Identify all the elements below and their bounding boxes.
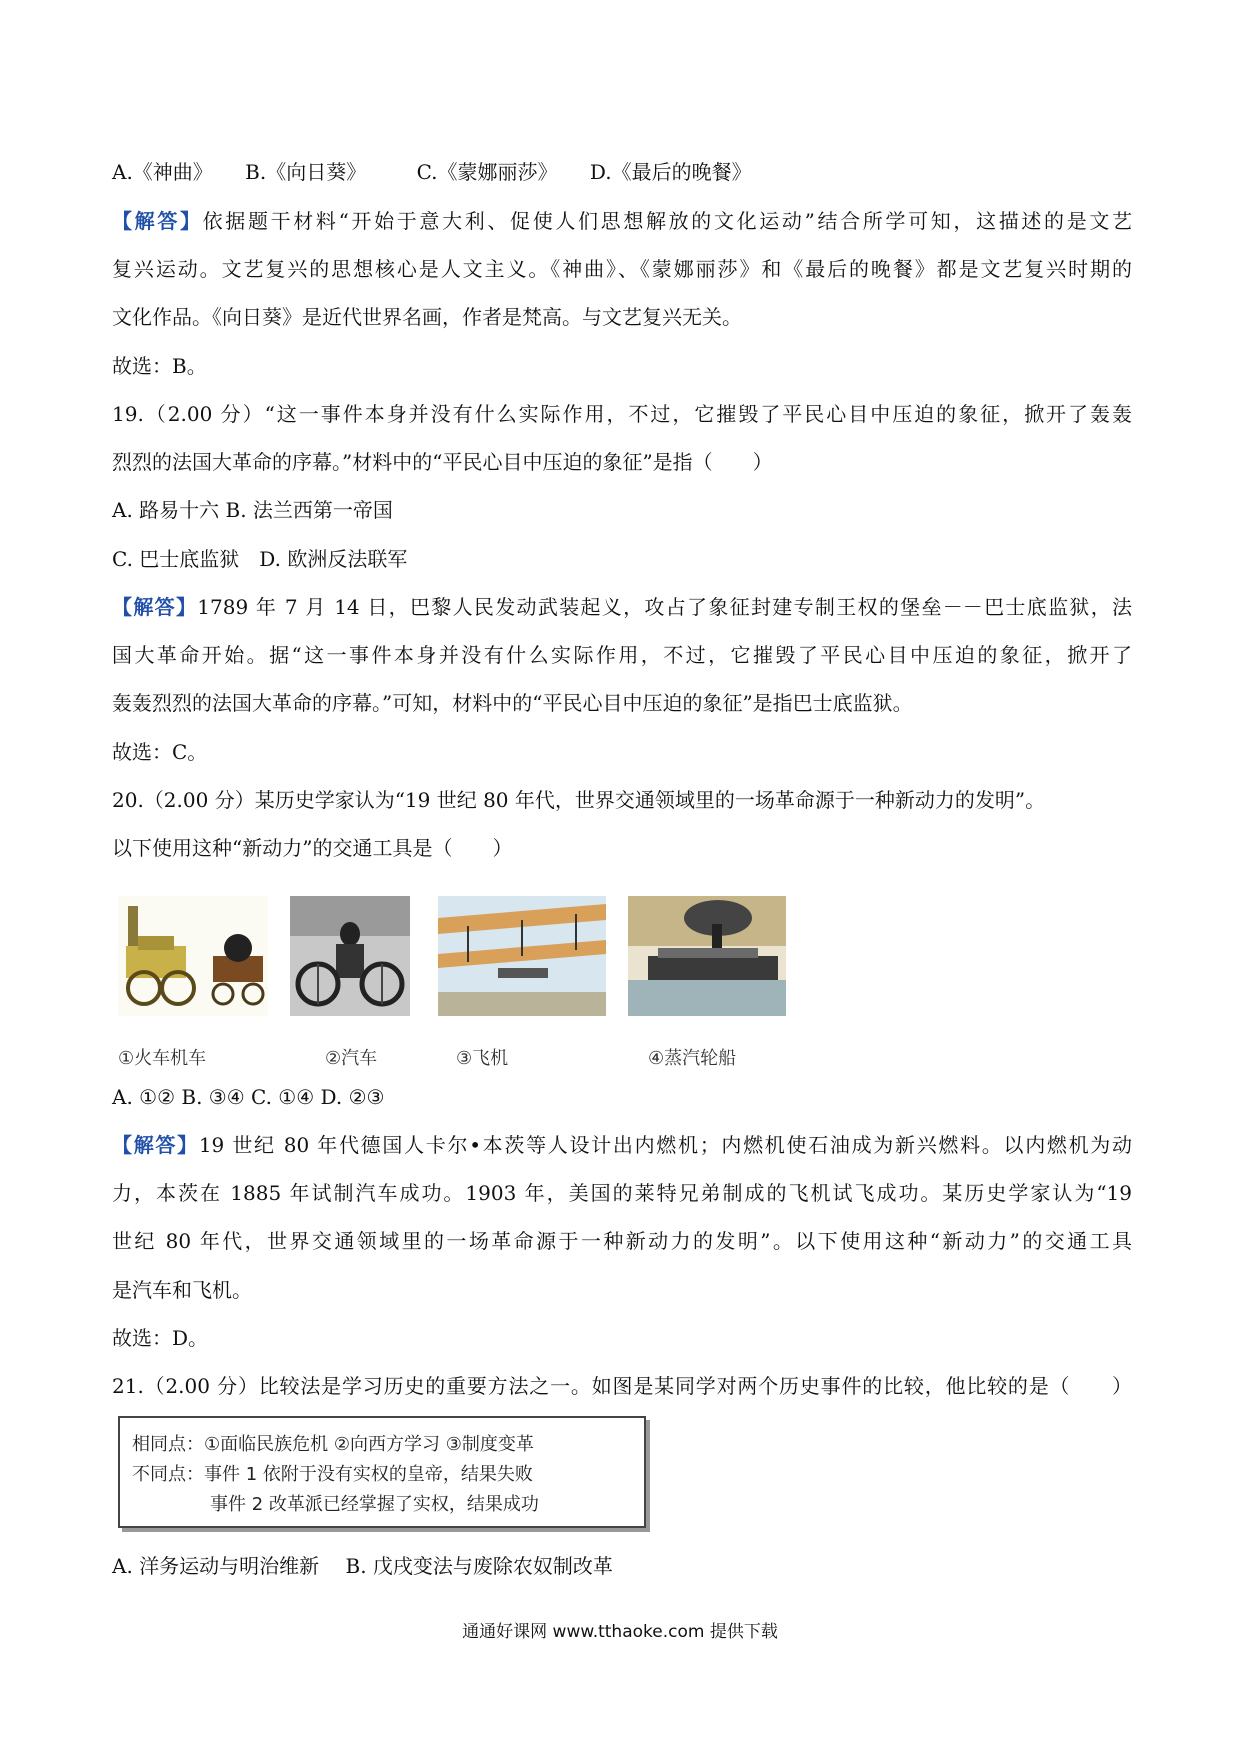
q19-answer-line3: 轰轰烈烈的法国大革命的序幕。”可知，材料中的“平民心目中压迫的象征”是指巴士底监狱。	[112, 691, 913, 715]
q19-options-line2: C. 巴士底监狱 D. 欧洲反法联军	[112, 547, 408, 571]
locomotive-image	[118, 896, 268, 1016]
q18-answer-line1: 【解答】依据题干材料“开始于意大利、促使人们思想解放的文化运动”结合所学可知，这描述的是文艺	[112, 209, 1133, 233]
comparison-diff-2: 事件 2 改革派已经掌握了实权，结果成功	[210, 1494, 539, 1515]
q18-answer-line2: 复兴运动。文艺复兴的思想核心是人文主义。《神曲》、《蒙娜丽莎》和《最后的晚餐》都是文艺复兴时期的	[112, 257, 1132, 281]
q20-answer-line3: 世纪 80 年代，世界交通领域里的一场革命源于一种新动力的发明”。以下使用这种“新动力”的交通工具	[112, 1229, 1132, 1253]
q21-options: A. 洋务运动与明治维新 B. 戊戌变法与废除农奴制改革	[112, 1554, 613, 1578]
q18-option-b: B.《向日葵》	[245, 160, 367, 184]
caption-locomotive: ①火车机车	[118, 1048, 207, 1069]
caption-automobile: ②汽车	[325, 1048, 378, 1069]
q21-stem: 21.（2.00 分）比较法是学习历史的重要方法之一。如图是某同学对两个历史事件的比较，他比较的是（ ）	[112, 1374, 1132, 1398]
footer-source: 通通好课网 www.tthaoke.com 提供下载	[462, 1622, 778, 1642]
q20-stem-line2: 以下使用这种“新动力”的交通工具是（ ）	[112, 836, 513, 860]
comparison-same: 相同点：①面临民族危机 ②向西方学习 ③制度变革	[132, 1434, 534, 1455]
q19-answer-line1: 【解答】1789 年 7 月 14 日，巴黎人民发动武装起义，攻占了象征封建专制王权的堡垒－－巴士底监狱，法	[112, 595, 1133, 619]
caption-steamship: ④蒸汽轮船	[648, 1048, 737, 1069]
q20-answer-line1: 【解答】19 世纪 80 年代德国人卡尔•本茨等人设计出内燃机；内燃机使石油成为新兴燃料。以内燃机为动	[112, 1133, 1132, 1157]
comparison-box	[118, 1416, 646, 1528]
answer-tag: 【解答】	[112, 1133, 199, 1157]
q18-choice: 故选：B。	[112, 354, 207, 378]
q20-stem-line1: 20.（2.00 分）某历史学家认为“19 世纪 80 年代，世界交通领域里的一场革命源于一种新动力的发明”。	[112, 788, 1046, 812]
q20-choice: 故选：D。	[112, 1326, 209, 1350]
q18-option-c: C.《蒙娜丽莎》	[416, 160, 558, 184]
q18-option-a: A.《神曲》	[112, 160, 213, 184]
q18-answer-line3: 文化作品。《向日葵》是近代世界名画，作者是梵高。与文艺复兴无关。	[112, 305, 742, 329]
comparison-diff-1: 不同点：事件 1 依附于没有实权的皇帝，结果失败	[132, 1464, 533, 1485]
answer-tag: 【解答】	[112, 595, 198, 619]
caption-airplane: ③飞机	[456, 1048, 509, 1069]
q19-stem-line1: 19.（2.00 分）“这一事件本身并没有什么实际作用，不过，它摧毁了平民心目中压迫的象征，掀开了轰轰	[112, 402, 1132, 426]
automobile-image	[290, 896, 410, 1016]
q19-options-line1: A. 路易十六 B. 法兰西第一帝国	[112, 498, 393, 522]
q19-choice: 故选：C。	[112, 740, 208, 764]
q20-answer-line4: 是汽车和飞机。	[112, 1278, 252, 1302]
q18-options	[112, 162, 752, 182]
q18-option-d: D.《最后的晚餐》	[589, 160, 752, 184]
q19-answer-line2: 国大革命开始。据“这一事件本身并没有什么实际作用，不过，它摧毁了平民心目中压迫的象征，掀开了	[112, 643, 1132, 667]
transport-figure	[118, 896, 840, 1070]
answer-tag: 【解答】	[112, 209, 203, 233]
airplane-image	[438, 896, 606, 1016]
steamship-image	[628, 896, 786, 1016]
q20-options: A. ①② B. ③④ C. ①④ D. ②③	[112, 1085, 385, 1109]
q19-stem-line2: 烈烈的法国大革命的序幕。”材料中的“平民心目中压迫的象征”是指（ ）	[112, 450, 773, 474]
q20-answer-line2: 力，本茨在 1885 年试制汽车成功。1903 年，美国的莱特兄弟制成的飞机试飞成功。某历史学家认为“19	[112, 1181, 1132, 1205]
